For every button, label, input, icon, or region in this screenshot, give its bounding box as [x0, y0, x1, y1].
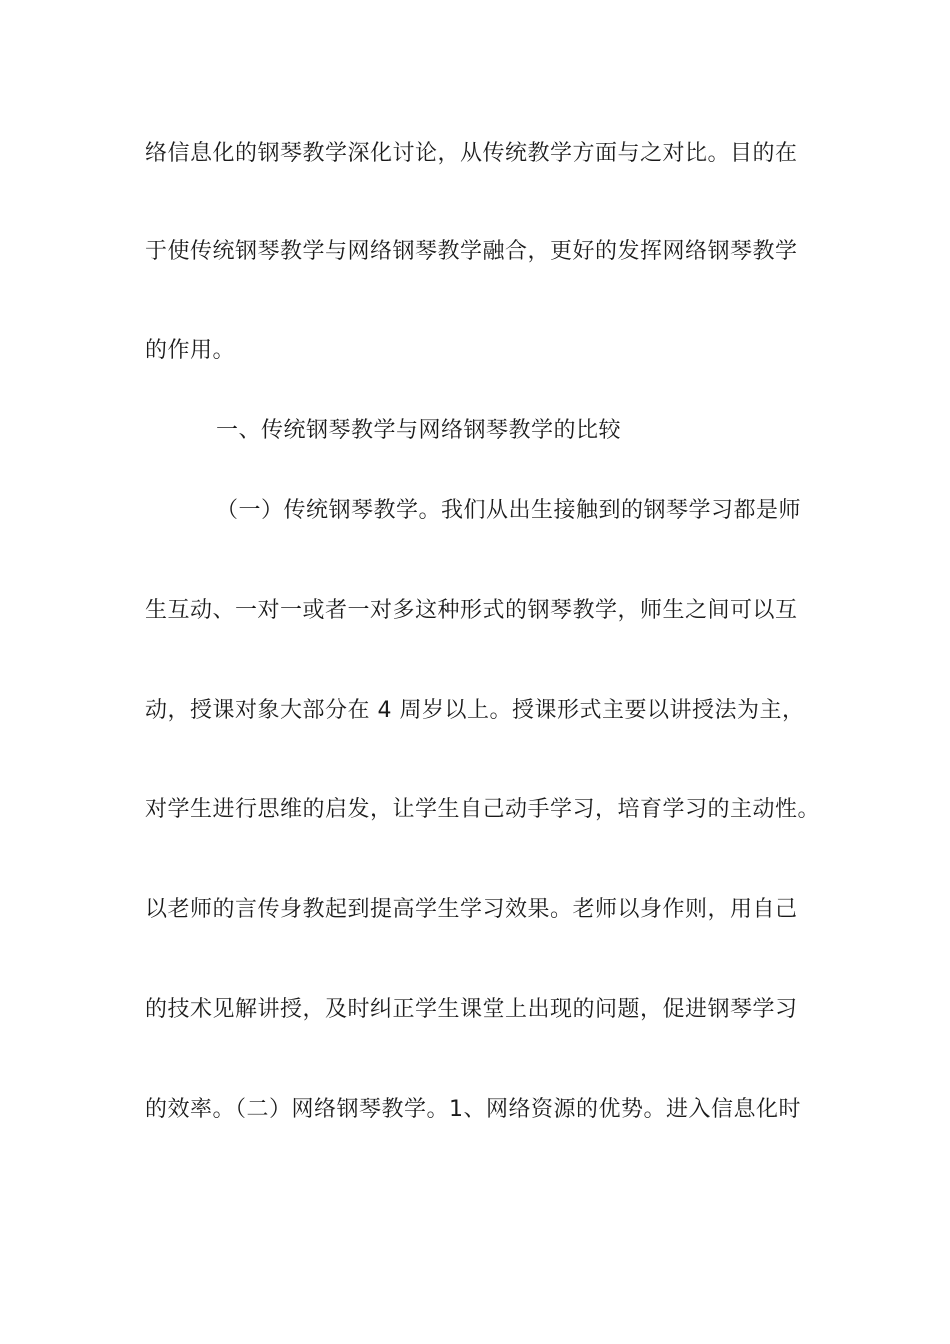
text-line: 以老师的言传身教起到提高学生学习效果。老师以身作则，用自己 — [145, 897, 798, 922]
text-line: （一）传统钢琴教学。我们从出生接触到的钢琴学习都是师 — [216, 498, 802, 523]
text-line: 络信息化的钢琴教学深化讨论，从传统教学方面与之对比。目的在 — [145, 141, 798, 166]
text-line: 生互动、一对一或者一对多这种形式的钢琴教学，师生之间可以互 — [145, 598, 798, 623]
text-line: 于使传统钢琴教学与网络钢琴教学融合，更好的发挥网络钢琴教学 — [145, 239, 798, 264]
text-line: 的效率。（二）网络钢琴教学。1、网络资源的优势。进入信息化时 — [145, 1097, 801, 1122]
text-line: 的技术见解讲授，及时纠正学生课堂上出现的问题，促进钢琴学习 — [145, 997, 798, 1022]
text-line: 的作用。 — [145, 338, 236, 363]
section-heading: 一、传统钢琴教学与网络钢琴教学的比较 — [216, 418, 622, 443]
text-line: 动，授课对象大部分在 4 周岁以上。授课形式主要以讲授法为主， — [145, 698, 805, 723]
text-line: 对学生进行思维的启发，让学生自己动手学习，培育学习的主动性。 — [145, 797, 821, 822]
